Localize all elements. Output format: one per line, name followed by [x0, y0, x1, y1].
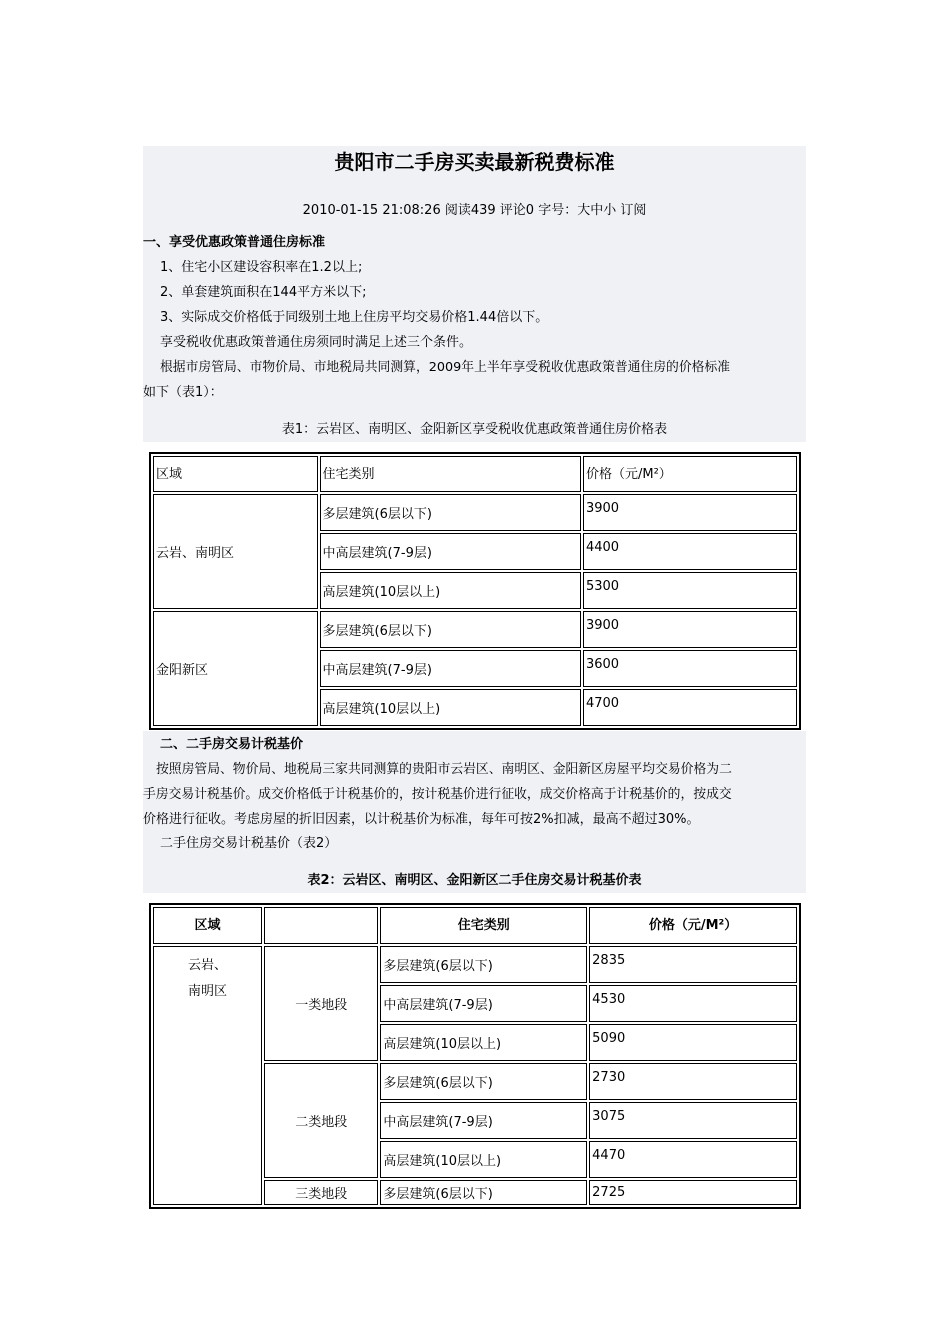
table2-header-price: 价格（元/M²） — [589, 907, 797, 944]
table2-caption: 表2：云岩区、南明区、金阳新区二手住房交易计税基价表 — [307, 873, 642, 888]
table1-price-cell: 4400 — [583, 533, 797, 570]
section2-heading: 二、二手房交易计税基价 — [160, 737, 304, 752]
table1-type-cell: 高层建筑(10层以上) — [320, 572, 581, 609]
table2-price-cell: 2730 — [589, 1063, 797, 1100]
table2-zone-cell: 三类地段 — [264, 1180, 378, 1205]
table2-type-cell: 多层建筑(6层以下) — [380, 1063, 587, 1100]
table2-zone-cell: 二类地段 — [264, 1063, 378, 1178]
section1-heading: 一、享受优惠政策普通住房标准 — [143, 235, 326, 250]
table1-header-type: 住宅类别 — [320, 456, 581, 492]
section2-paragraph-line: 手房交易计税基价。成交价格低于计税基价的，按计税基价进行征收，成交价格高于计税基价的，按成交 — [143, 787, 732, 802]
table2-region-cell — [153, 946, 262, 1205]
table1-price-cell: 5300 — [583, 572, 797, 609]
criteria-item: 2、单套建筑面积在144平方米以下; — [160, 285, 367, 300]
criteria-note: 享受税收优惠政策普通住房须同时满足上述三个条件。 — [160, 335, 473, 350]
table1-type-cell: 高层建筑(10层以上) — [320, 689, 581, 726]
table1-price-cell: 3900 — [583, 611, 797, 648]
table2-header-type: 住宅类别 — [380, 907, 587, 944]
table1-price-cell: 3900 — [583, 494, 797, 531]
table1-type-cell: 中高层建筑(7-9层) — [320, 650, 581, 687]
table2-header-region: 区域 — [153, 907, 262, 944]
table1-type-cell: 多层建筑(6层以下) — [320, 611, 581, 648]
table2-region-line: 南明区 — [188, 984, 228, 999]
table2-type-cell: 多层建筑(6层以下) — [380, 946, 587, 983]
table2-type-cell: 中高层建筑(7-9层) — [380, 985, 587, 1022]
table2-price-cell: 2725 — [589, 1180, 797, 1205]
table1-housing-price — [149, 452, 801, 730]
table2-region-line: 云岩、 — [188, 958, 228, 973]
section2-note: 二手住房交易计税基价（表2） — [160, 836, 338, 851]
table2-zone-cell: 一类地段 — [264, 946, 378, 1061]
table2-price-cell: 3075 — [589, 1102, 797, 1139]
table2-type-cell: 多层建筑(6层以下) — [380, 1180, 587, 1205]
table2-tax-base-price — [149, 903, 801, 1209]
section2-paragraph-line: 价格进行征收。考虑房屋的折旧因素，以计税基价为标准，每年可按2%扣减，最高不超过30%。 — [143, 812, 700, 827]
table2-price-cell: 4470 — [589, 1141, 797, 1178]
table2-price-cell: 5090 — [589, 1024, 797, 1061]
section1-paragraph-line: 根据市房管局、市物价局、市地税局共同测算，2009年上半年享受税收优惠政策普通住房的价格标准 — [160, 360, 731, 375]
table2-header-zone — [264, 907, 378, 944]
section1-paragraph-line: 如下（表1）： — [143, 385, 223, 400]
table2-type-cell: 高层建筑(10层以上) — [380, 1141, 587, 1178]
table1-price-cell: 3600 — [583, 650, 797, 687]
table2-price-cell: 4530 — [589, 985, 797, 1022]
table1-caption: 表1：云岩区、南明区、金阳新区享受税收优惠政策普通住房价格表 — [281, 422, 668, 437]
criteria-item: 1、住宅小区建设容积率在1.2以上; — [160, 260, 363, 275]
table1-region-cell: 云岩、南明区 — [153, 494, 318, 609]
table2-price-cell: 2835 — [589, 946, 797, 983]
table1-header-price: 价格（元/M²） — [583, 456, 797, 492]
table2-type-cell: 高层建筑(10层以上) — [380, 1024, 587, 1061]
table2-type-cell: 中高层建筑(7-9层) — [380, 1102, 587, 1139]
table1-price-cell: 4700 — [583, 689, 797, 726]
section2-paragraph-line: 按照房管局、物价局、地税局三家共同测算的贵阳市云岩区、南明区、金阳新区房屋平均交易价格为二 — [156, 762, 732, 777]
article-meta: 2010-01-15 21:08:26 阅读439 评论0 字号：大中小 订阅 — [302, 203, 647, 218]
table1-region-cell: 金阳新区 — [153, 611, 318, 726]
table1-type-cell: 中高层建筑(7-9层) — [320, 533, 581, 570]
table1-type-cell: 多层建筑(6层以下) — [320, 494, 581, 531]
criteria-item: 3、实际成交价格低于同级别土地上住房平均交易价格1.44倍以下。 — [160, 310, 549, 325]
article-title: 贵阳市二手房买卖最新税费标准 — [334, 150, 615, 174]
table1-header-region: 区域 — [153, 456, 318, 492]
